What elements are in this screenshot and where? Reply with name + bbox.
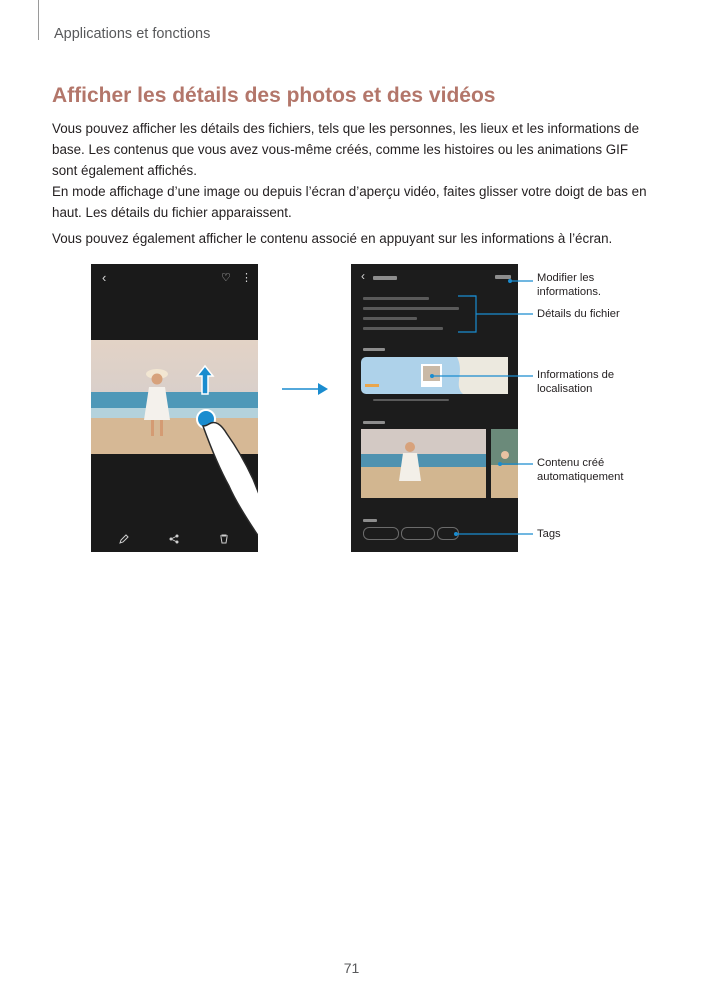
callout-modify: Modifier les informations. — [537, 272, 602, 298]
callout-auto-content: Contenu créé automatiquement — [537, 457, 624, 483]
edit-button[interactable] — [495, 275, 511, 279]
location-map[interactable] — [361, 357, 508, 394]
share-icon[interactable] — [168, 533, 180, 545]
hand-pointer-icon — [195, 404, 258, 552]
section-header: Applications et fonctions — [54, 26, 211, 42]
callout-location: Informations de localisation — [537, 369, 615, 395]
phone-details-screen — [351, 264, 518, 552]
location-address-line — [373, 399, 449, 401]
paragraph-intro: Vous pouvez afficher les détails des fichiers, tels que les personnes, les lieux et les informations de base. Les contenus que vous avez vous-même créés, comme les histoires ou les animations GIF sont également affichés. — [52, 121, 640, 178]
detail-line — [363, 327, 443, 330]
callout-tags: Tags — [537, 528, 561, 540]
arrow-right-icon — [282, 381, 330, 397]
paragraph-swipe: En mode affichage d’une image ou depuis l’écran d’aperçu vidéo, faites glisser votre doigt de bas en haut. Les détails du fichier apparaissent. — [52, 184, 647, 220]
pencil-icon[interactable] — [118, 533, 130, 545]
details-title-placeholder — [373, 276, 397, 280]
auto-content-section-header — [363, 421, 385, 424]
more-vertical-icon[interactable]: ⋮ — [241, 272, 252, 284]
chevron-left-icon[interactable]: ‹ — [102, 270, 107, 285]
heart-icon[interactable]: ♡ — [221, 272, 231, 284]
callout-file-details: Détails du fichier — [537, 308, 620, 320]
detail-line — [363, 317, 417, 320]
gif-thumbnail[interactable] — [491, 429, 518, 498]
location-section-header — [363, 348, 385, 351]
detail-line — [363, 297, 429, 300]
tag-chip[interactable] — [363, 527, 399, 540]
arrow-up-icon — [195, 364, 215, 396]
page-title: Afficher les détails des photos et des vidéos — [52, 84, 496, 107]
header-rule — [38, 0, 39, 40]
detail-line — [363, 307, 459, 310]
paragraph-related: Vous pouvez également afficher le contenu associé en appuyant sur les informations à l’écran. — [52, 231, 613, 246]
tag-chip[interactable] — [437, 527, 459, 540]
page-number: 71 — [343, 960, 360, 976]
phone-image-viewer — [91, 264, 258, 552]
story-thumbnail[interactable] — [361, 429, 486, 498]
trash-icon[interactable] — [218, 533, 230, 545]
chevron-left-icon[interactable]: ‹ — [361, 269, 365, 283]
tags-section-header — [363, 519, 377, 522]
tag-chip[interactable] — [401, 527, 435, 540]
